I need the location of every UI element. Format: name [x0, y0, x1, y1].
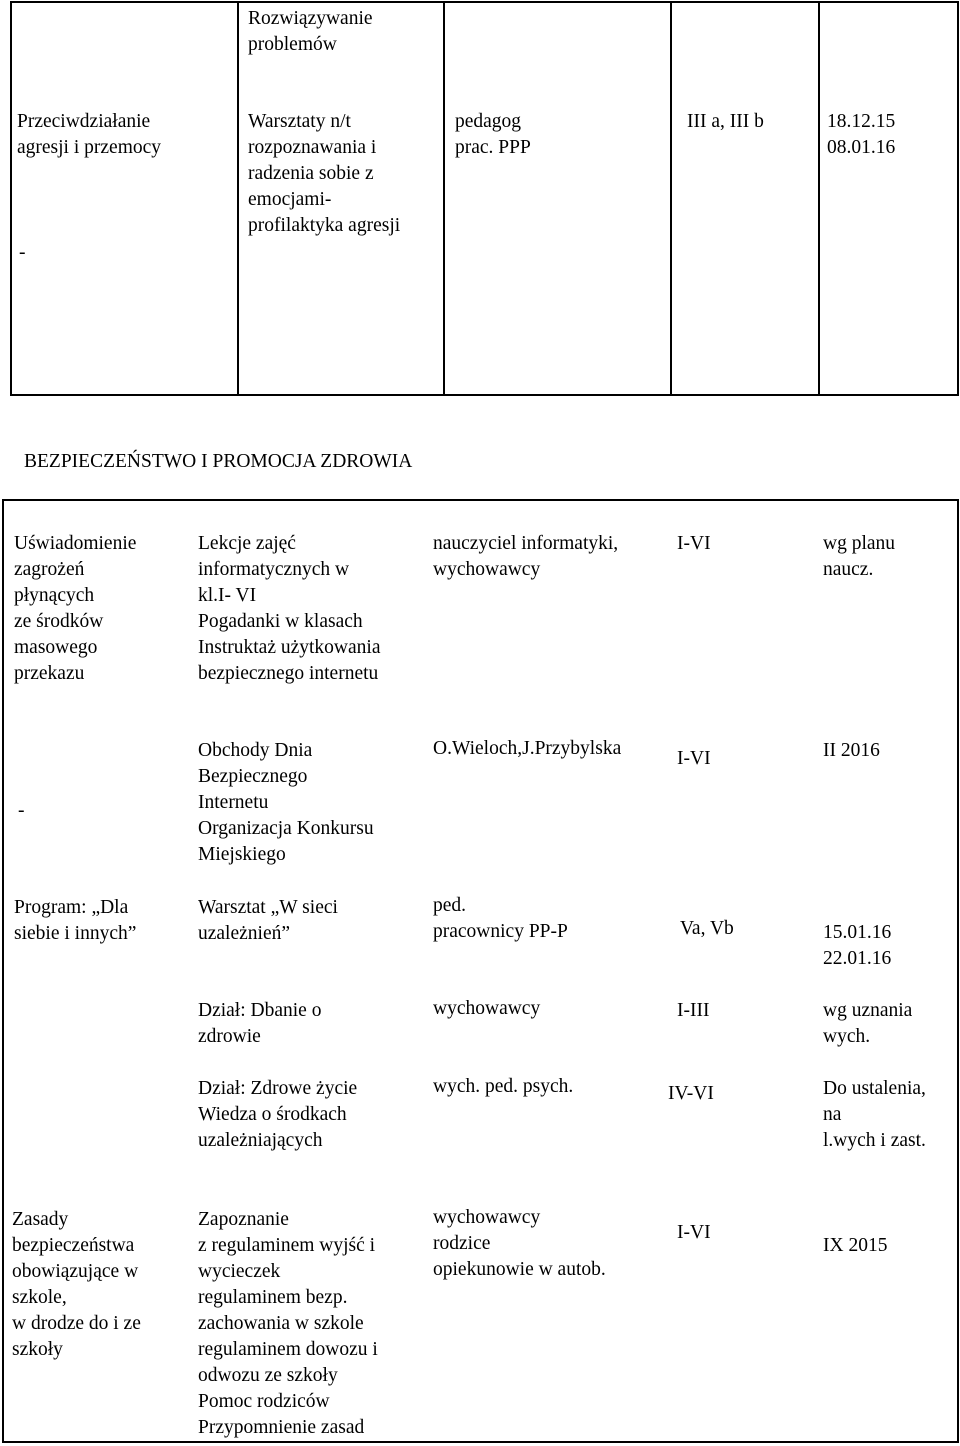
table1-border-left — [10, 1, 12, 396]
row5-col4: IV-VI — [668, 1083, 714, 1104]
row4-col2: Dział: Dbanie o zdrowie — [198, 1000, 322, 1047]
row1-col2: Lekcje zajęć informatycznych w kl.I- VI Pogadanki w klasach Instruktaż użytkowania bezpiecznego internetu — [198, 533, 381, 684]
table1-divider-2 — [443, 1, 445, 396]
row5-col3: wych. ped. psych. — [433, 1076, 574, 1097]
row1-col3: nauczyciel informatyki, wychowawcy — [433, 533, 619, 580]
row3-col4: Va, Vb — [680, 918, 734, 939]
table1-border-right — [957, 1, 959, 396]
table1-top-border — [10, 1, 959, 3]
row6-col3: wychowawcy rodzice opiekunowie w autob. — [433, 1207, 606, 1280]
date-cell: 18.12.15 08.01.16 — [827, 111, 896, 158]
row4-col4: I-III — [677, 1000, 710, 1021]
row6-col2: Zapoznanie z regulaminem wyjść i wycieczek regulaminem bezp. zachowania w szkole regulaminem dowozu i odwozu ze szkoły Pomoc rodziców Przypomnienie zasad — [198, 1209, 378, 1438]
row2-col4: I-VI — [677, 748, 711, 769]
row5-col5: Do ustalenia, na l.wych i zast. — [823, 1078, 926, 1151]
row6-col1: Zasady bezpieczeństwa obowiązujące w szkole, w drodze do i ze szkoły — [12, 1209, 141, 1360]
row1-col5: wg planu naucz. — [823, 533, 896, 580]
row2-col5: II 2016 — [823, 740, 880, 761]
row2-col2: Obchody Dnia Bezpiecznego Internetu Organizacja Konkursu Miejskiego — [198, 740, 374, 865]
section-heading: BEZPIECZEŃSTWO I PROMOCJA ZDROWIA — [24, 451, 413, 472]
table1-divider-4 — [818, 1, 820, 396]
table2-border-right — [957, 499, 959, 1443]
table1-divider-1 — [237, 1, 239, 396]
row6-col5: IX 2015 — [823, 1235, 888, 1256]
row1-col1: Uświadomienie zagrożeń płynących ze środków masowego przekazu — [14, 533, 137, 684]
row4-col5: wg uznania wych. — [823, 1000, 913, 1047]
classes-cell: III a, III b — [687, 111, 764, 132]
table1-bottom-border — [10, 394, 959, 396]
category-cell: Przeciwdziałanie agresji i przemocy — [17, 111, 162, 158]
table2-border-left — [2, 499, 4, 1443]
person-cell: pedagog prac. PPP — [455, 111, 531, 158]
row2-col3: O.Wieloch,J.Przybylska — [433, 738, 622, 759]
row6-col4: I-VI — [677, 1222, 711, 1243]
table2-bottom-border — [2, 1441, 959, 1443]
category-dash: - — [19, 242, 26, 263]
row2-col1: - — [18, 800, 25, 821]
table2-top-border — [2, 499, 959, 501]
row3-col2: Warsztat „W sieci uzależnień” — [198, 897, 338, 944]
row1-col4: I-VI — [677, 533, 711, 554]
topic-cell: Rozwiązywanie problemów — [248, 8, 373, 55]
row4-col3: wychowawcy — [433, 998, 541, 1019]
row3-col5: 15.01.16 22.01.16 — [823, 922, 892, 969]
table1-divider-3 — [670, 1, 672, 396]
row3-col3: ped. pracownicy PP-P — [433, 895, 568, 942]
row3-col1: Program: „Dla siebie i innych” — [14, 897, 137, 944]
row5-col2: Dział: Zdrowe życie Wiedza o środkach uzależniających — [198, 1078, 358, 1151]
activity-cell: Warsztaty n/t rozpoznawania i radzenia sobie z emocjami- profilaktyka agresji — [248, 111, 401, 236]
